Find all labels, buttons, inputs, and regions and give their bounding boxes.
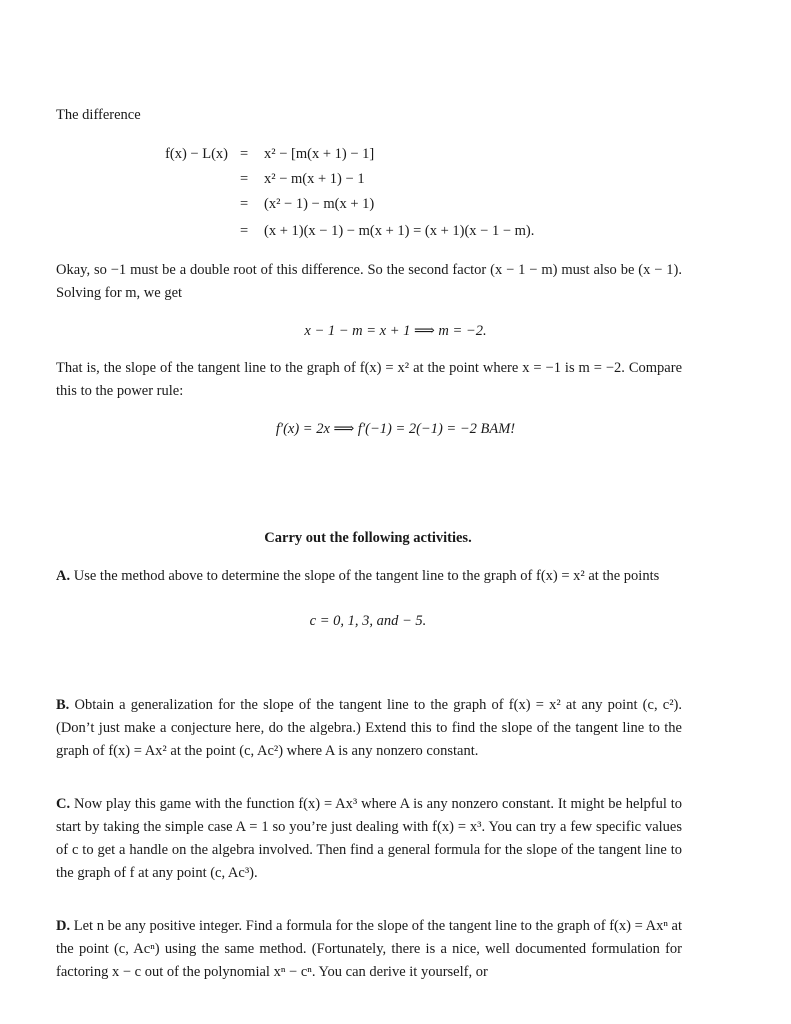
activity-text: Now play this game with the function f(x) = Ax³ where A is any nonzero constant. It might be helpful to start by taking the simple case A = 1 so you’re just dealing with f(x) = x³. You can try a few specific values of c to get a handle on the algebra involved. Then find a general formula for the slope of the tangent line to the graph of f at any point (c, Ac³). [56,796,683,881]
equation-rhs: x² − [m(x + 1) − 1] [264,146,375,162]
activity-d [56,915,682,984]
activities-heading: Carry out the following activities. [264,530,472,546]
paragraph-slope: That is, the slope of the tangent line to the graph of f(x) = x² at the point where x = −1 is m = −2. Compare this to the power rule: [56,360,682,399]
activity-text: Obtain a generalization for the slope of the tangent line to the graph of f(x) = x² at any point (c, c²). (Don’t just make a conjecture here, do the algebra.) Extend this to find the slope of the tangent line to the graph of f(x) = Ax² at the point (c, Ac²) where A is any nonzero constant. [56,697,682,759]
activity-a [56,565,682,588]
equation-sign: = [240,171,249,187]
equation-rhs: (x² − 1) − m(x + 1) [264,196,375,212]
equation-power-rule: f′(x) = 2x ⟹ f′(−1) = 2(−1) = −2 BAM! [275,421,516,437]
intro-text: The difference [56,107,141,123]
points-list: c = 0, 1, 3, and − 5. [309,613,427,629]
activity-label: C. [56,796,71,812]
activity-label: A. [56,568,71,584]
equation-rhs: (x + 1)(x − 1) − m(x + 1) = (x + 1)(x − 1 − m). [264,223,535,239]
equation-sign: = [240,223,249,239]
equation-sign: = [240,146,249,162]
equation-solve-m: x − 1 − m = x + 1 ⟹ m = −2. [304,323,487,339]
equation-lhs: f(x) − L(x) [165,146,228,162]
paragraph-double-root: Okay, so −1 must be a double root of this difference. So the second factor (x − 1 − m) must also be (x − 1). Solving for m, we get [56,262,682,301]
activity-label: D. [56,918,71,934]
activity-c [56,793,682,885]
activity-text: Let n be any positive integer. Find a formula for the slope of the tangent line to the graph of f(x) = Axⁿ at the point (c, Acⁿ) using the same method. (Fortunately, there is a nice, well documented formulation for factoring x − c out of the polynomial xⁿ − cⁿ. You can derive it yourself, or [56,918,682,980]
activity-text: Use the method above to determine the slope of the tangent line to the graph of f(x) = x² at the points [73,568,660,584]
equation-sign: = [240,196,249,212]
activity-b [56,694,682,763]
equation-rhs: x² − m(x + 1) − 1 [264,171,365,187]
activity-label: B. [56,697,70,713]
